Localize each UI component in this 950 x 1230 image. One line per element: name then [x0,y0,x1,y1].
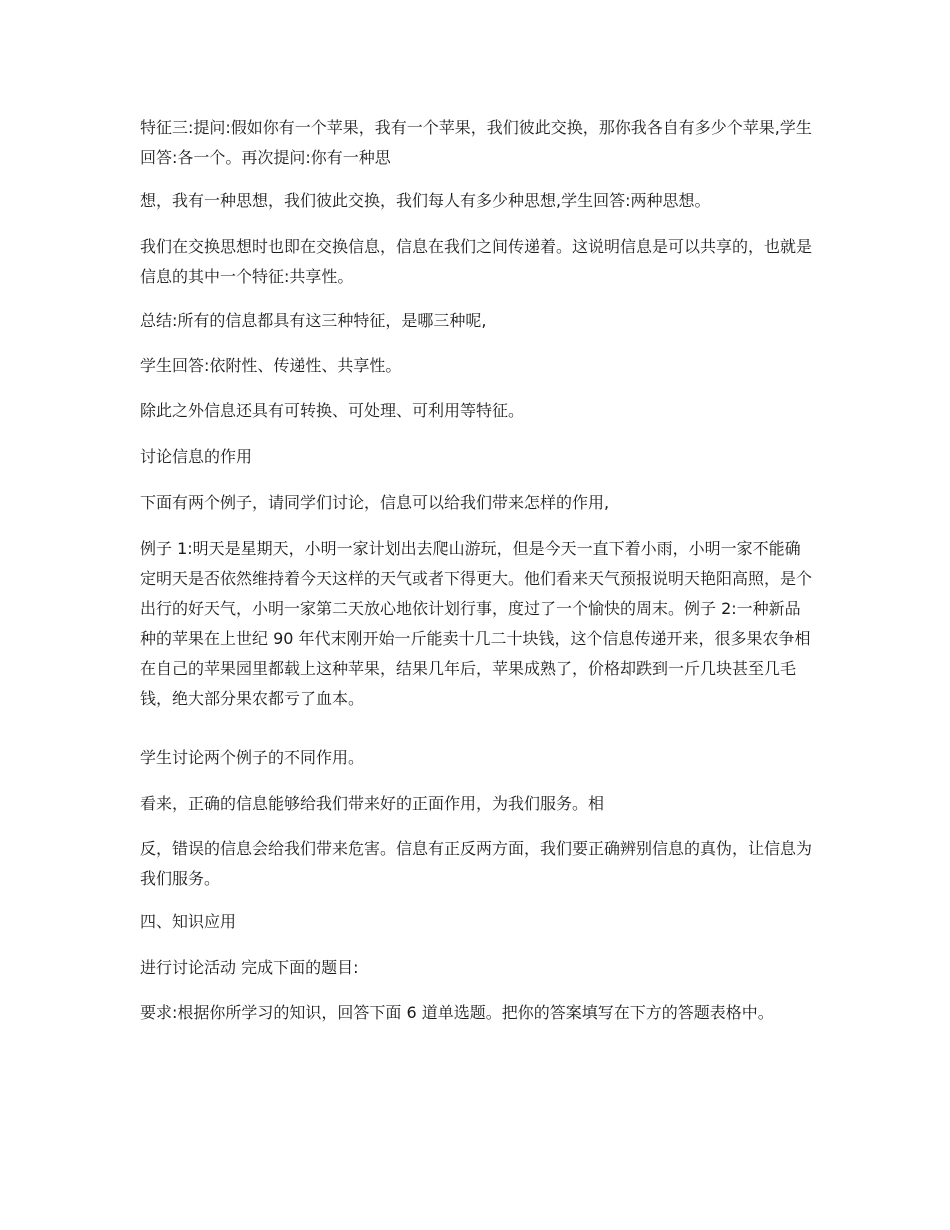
paragraph-other-features: 除此之外信息还具有可转换、可处理、可利用等特征。 [140,401,525,420]
paragraph-correct-info: 看来，正确的信息能够给我们带来好的正面作用，为我们服务。相 [140,794,605,813]
paragraph-sharing: 我们在交换思想时也即在交换信息，信息在我们之间传递着。这说明信息是可以共享的，也就是信息的其中一个特征:共享性。 [140,237,813,286]
paragraph-feature-three: 特征三:提问:假如你有一个苹果，我有一个苹果，我们彼此交换，那你我各自有多少个苹果,学生回答:各一个。再次提问:你有一种思 [140,118,812,167]
paragraph-student-discussion: 学生讨论两个例子的不同作用。 [140,748,365,767]
paragraph-heading-application: 四、知识应用 [140,912,237,931]
paragraph-wrong-info: 反，错误的信息会给我们带来危害。信息有正反两方面，我们要正确辨别信息的真伪，让信息为我们服务。 [140,839,813,888]
paragraph-examples-intro: 下面有两个例子，请同学们讨论，信息可以给我们带来怎样的作用, [140,493,610,512]
paragraph-student-answer: 学生回答:依附性、传递性、共享性。 [140,356,402,375]
paragraph-heading-discussion: 讨论信息的作用 [140,447,253,466]
paragraph-requirement: 要求:根据你所学习的知识，回答下面 6 道单选题。把你的答案填写在下方的答题表格中。 [140,1003,774,1022]
paragraph-thought-exchange: 想，我有一种思想，我们彼此交换，我们每人有多少种思想,学生回答:两种思想。 [140,191,711,210]
paragraph-summary: 总结:所有的信息都具有这三种特征，是哪三种呢, [140,311,487,330]
paragraph-activity: 进行讨论活动 完成下面的题目: [140,958,359,977]
paragraph-examples: 例子 1:明天是星期天，小明一家计划出去爬山游玩，但是今天一直下着小雨，小明一家不能确定明天是否依然维持着今天这样的天气或者下得更大。他们看来天气预报说明天艳阳高照，是个出行的好天气，小明一家第二天放心地依计划行事，度过了一个愉快的周末。例子 2:一种新品种的苹果在上世纪 90 年代末刚开始一斤能卖十几二十块钱，这个信息传递开来，很多果农争相在自己的苹果园里都载上这种苹果，结果几年后，苹果成熟了，价格却跌到一斤几块甚至几毛钱，绝大部分果农都亏了血本。 [140,539,813,708]
